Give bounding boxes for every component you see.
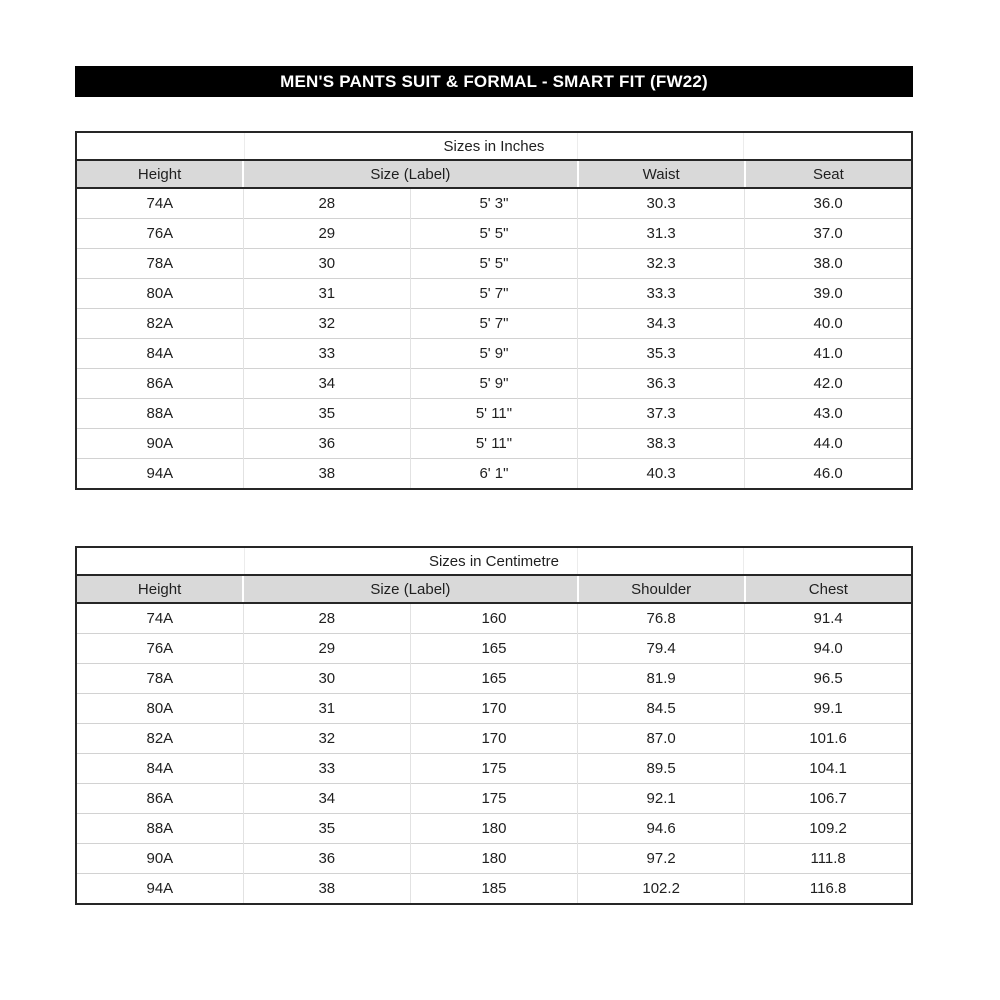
column-header-height: Height — [76, 160, 243, 188]
table-header-row — [76, 160, 912, 188]
table-cell: 89.5 — [578, 754, 745, 784]
table-cell: 5' 11" — [410, 399, 577, 429]
table-header-row — [76, 575, 912, 603]
table-cell: 88A — [76, 814, 243, 844]
table-cell: 80A — [76, 694, 243, 724]
table-cell: 78A — [76, 249, 243, 279]
table-cell: 30 — [243, 664, 410, 694]
table-cell: 5' 7" — [410, 279, 577, 309]
table-cell: 76A — [76, 219, 243, 249]
table-cell: 36 — [243, 844, 410, 874]
table-row — [76, 279, 912, 309]
table-cell: 38.3 — [578, 429, 745, 459]
column-header-height: Height — [76, 575, 243, 603]
table-caption-row — [76, 132, 912, 160]
table-cell: 28 — [243, 603, 410, 634]
table-cell: 180 — [410, 844, 577, 874]
table-cell: 33 — [243, 754, 410, 784]
table-row — [76, 459, 912, 490]
table-cell: 32 — [243, 309, 410, 339]
table-cell: 74A — [76, 603, 243, 634]
table-cell: 29 — [243, 219, 410, 249]
table-cell: 36.3 — [578, 369, 745, 399]
table-cell: 170 — [410, 694, 577, 724]
table-cell: 82A — [76, 724, 243, 754]
table-cell: 5' 9" — [410, 369, 577, 399]
table-cell: 38.0 — [745, 249, 912, 279]
table-cell: 76A — [76, 634, 243, 664]
table-cell: 35.3 — [578, 339, 745, 369]
table-cell: 76.8 — [578, 603, 745, 634]
table-row — [76, 664, 912, 694]
column-header-size-label: Size (Label) — [243, 575, 577, 603]
table-cell: 102.2 — [578, 874, 745, 905]
table-cell: 30 — [243, 249, 410, 279]
table-cell: 116.8 — [745, 874, 912, 905]
table-row — [76, 369, 912, 399]
sizes-in-inches-section — [75, 131, 913, 490]
column-header-shoulder: Shoulder — [578, 575, 745, 603]
table-cell: 94.6 — [578, 814, 745, 844]
table-body — [76, 603, 912, 904]
table-cell: 44.0 — [745, 429, 912, 459]
table-cell: 34 — [243, 784, 410, 814]
table-cell: 84A — [76, 339, 243, 369]
table-cell: 165 — [410, 664, 577, 694]
table-cell: 180 — [410, 814, 577, 844]
table-cell: 5' 5" — [410, 249, 577, 279]
table-cell: 35 — [243, 399, 410, 429]
table-cell: 28 — [243, 188, 410, 219]
table-cell: 91.4 — [745, 603, 912, 634]
table-row — [76, 784, 912, 814]
table-cell: 185 — [410, 874, 577, 905]
table-cell: 87.0 — [578, 724, 745, 754]
table-cell: 175 — [410, 784, 577, 814]
table-row — [76, 814, 912, 844]
table-cell: 86A — [76, 784, 243, 814]
table-cell: 5' 3" — [410, 188, 577, 219]
table-cell: 39.0 — [745, 279, 912, 309]
sizes-in-centimetre-section — [75, 546, 913, 905]
table-cell: 84A — [76, 754, 243, 784]
table-cell: 86A — [76, 369, 243, 399]
table-caption: Sizes in Centimetre — [76, 547, 912, 575]
column-header-chest: Chest — [745, 575, 912, 603]
column-header-seat: Seat — [745, 160, 912, 188]
table-cell: 79.4 — [578, 634, 745, 664]
table-row — [76, 844, 912, 874]
table-row — [76, 249, 912, 279]
table-cell: 31.3 — [578, 219, 745, 249]
table-row — [76, 874, 912, 905]
chart-title-bar — [75, 66, 913, 97]
table-row — [76, 399, 912, 429]
table-row — [76, 724, 912, 754]
table-cell: 5' 11" — [410, 429, 577, 459]
table-cell: 74A — [76, 188, 243, 219]
table-cell: 82A — [76, 309, 243, 339]
table-cell: 35 — [243, 814, 410, 844]
table-cell: 106.7 — [745, 784, 912, 814]
table-row — [76, 603, 912, 634]
table-row — [76, 694, 912, 724]
table-cell: 5' 7" — [410, 309, 577, 339]
table-cell: 5' 5" — [410, 219, 577, 249]
column-header-waist: Waist — [578, 160, 745, 188]
table-cell: 34.3 — [578, 309, 745, 339]
table-cell: 33 — [243, 339, 410, 369]
table-cell: 30.3 — [578, 188, 745, 219]
table-cell: 90A — [76, 844, 243, 874]
table-cell: 34 — [243, 369, 410, 399]
table-cell: 109.2 — [745, 814, 912, 844]
table-cell: 29 — [243, 634, 410, 664]
table-cell: 32.3 — [578, 249, 745, 279]
table-cell: 37.0 — [745, 219, 912, 249]
table-cell: 90A — [76, 429, 243, 459]
table-cell: 33.3 — [578, 279, 745, 309]
table-cell: 81.9 — [578, 664, 745, 694]
table-cell: 32 — [243, 724, 410, 754]
table-row — [76, 339, 912, 369]
table-cell: 43.0 — [745, 399, 912, 429]
table-cell: 94A — [76, 874, 243, 905]
table-cell: 94A — [76, 459, 243, 490]
table-cell: 36.0 — [745, 188, 912, 219]
table-cell: 37.3 — [578, 399, 745, 429]
table-cell: 36 — [243, 429, 410, 459]
table-cell: 99.1 — [745, 694, 912, 724]
table-cell: 46.0 — [745, 459, 912, 490]
table-cell: 5' 9" — [410, 339, 577, 369]
table-cell: 88A — [76, 399, 243, 429]
table-caption: Sizes in Inches — [76, 132, 912, 160]
table-cell: 104.1 — [745, 754, 912, 784]
table-cell: 92.1 — [578, 784, 745, 814]
table-cell: 38 — [243, 874, 410, 905]
table-row — [76, 754, 912, 784]
sizes-in-inches-table — [75, 131, 913, 490]
table-cell: 97.2 — [578, 844, 745, 874]
table-cell: 84.5 — [578, 694, 745, 724]
table-cell: 78A — [76, 664, 243, 694]
table-row — [76, 309, 912, 339]
table-row — [76, 188, 912, 219]
table-cell: 40.3 — [578, 459, 745, 490]
column-header-size-label: Size (Label) — [243, 160, 577, 188]
table-cell: 42.0 — [745, 369, 912, 399]
chart-title: MEN'S PANTS SUIT & FORMAL - SMART FIT (FW22) — [280, 71, 708, 91]
table-cell: 6' 1" — [410, 459, 577, 490]
table-cell: 165 — [410, 634, 577, 664]
table-row — [76, 219, 912, 249]
table-cell: 96.5 — [745, 664, 912, 694]
table-cell: 40.0 — [745, 309, 912, 339]
table-cell: 101.6 — [745, 724, 912, 754]
table-row — [76, 634, 912, 664]
table-cell: 80A — [76, 279, 243, 309]
table-cell: 41.0 — [745, 339, 912, 369]
table-body — [76, 188, 912, 489]
table-cell: 38 — [243, 459, 410, 490]
table-cell: 170 — [410, 724, 577, 754]
table-cell: 175 — [410, 754, 577, 784]
table-cell: 111.8 — [745, 844, 912, 874]
sizes-in-centimetre-table — [75, 546, 913, 905]
table-cell: 94.0 — [745, 634, 912, 664]
table-row — [76, 429, 912, 459]
table-cell: 31 — [243, 279, 410, 309]
table-caption-row — [76, 547, 912, 575]
table-cell: 160 — [410, 603, 577, 634]
table-cell: 31 — [243, 694, 410, 724]
